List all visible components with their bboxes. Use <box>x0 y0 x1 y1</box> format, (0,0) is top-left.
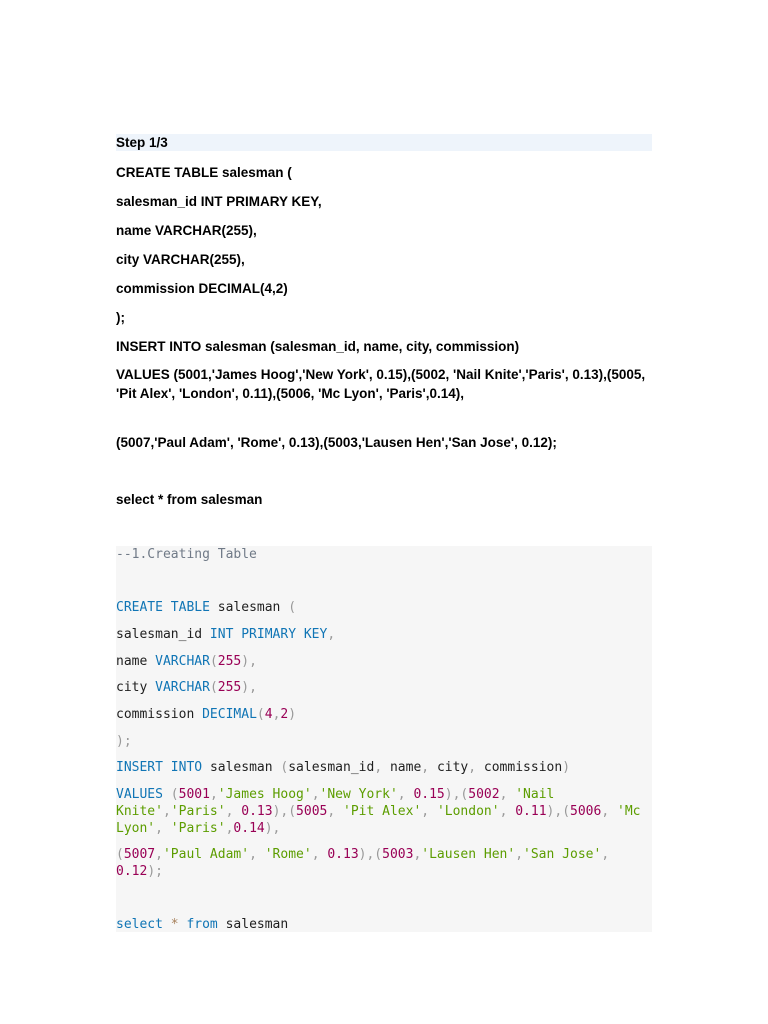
punctuation: , <box>327 627 336 642</box>
punctuation: , <box>162 804 171 819</box>
number: 0.12 <box>116 864 148 879</box>
punctuation: , <box>468 760 477 775</box>
punctuation: ),( <box>546 804 571 819</box>
identifier: commission <box>116 707 195 722</box>
keyword: VARCHAR <box>155 680 210 695</box>
punctuation: , <box>311 847 320 862</box>
keyword: VALUES <box>116 787 163 802</box>
number: 255 <box>217 654 242 669</box>
keyword: KEY <box>303 627 328 642</box>
punctuation: , <box>249 847 257 862</box>
string: 'New York' <box>319 787 398 802</box>
punctuation: ( <box>280 760 289 775</box>
number: 5002 <box>468 787 500 802</box>
string: 'Rome' <box>264 847 312 862</box>
punctuation: ), <box>241 680 257 695</box>
identifier: salesman_id <box>116 627 203 642</box>
keyword: VARCHAR <box>155 654 210 669</box>
punctuation: , <box>421 760 430 775</box>
punctuation: ( <box>288 600 297 615</box>
answer-line: ); <box>116 310 125 325</box>
keyword: select <box>116 917 163 932</box>
keyword: INT <box>209 627 234 642</box>
code-line <box>116 599 646 616</box>
number: 5001 <box>178 787 210 802</box>
string: 'James Hoog' <box>217 787 312 802</box>
keyword: TABLE <box>170 600 210 615</box>
punctuation: , <box>499 787 508 802</box>
number: 0.11 <box>515 804 547 819</box>
punctuation: , <box>209 787 218 802</box>
number: 0.13 <box>327 847 359 862</box>
answer-line: name VARCHAR(255), <box>116 223 257 238</box>
number: 5005 <box>296 804 328 819</box>
identifier: city <box>436 760 469 775</box>
number: 4 <box>264 707 273 722</box>
number: 2 <box>280 707 289 722</box>
code-line <box>116 679 646 696</box>
code-line <box>116 706 646 723</box>
keyword: PRIMARY <box>241 627 297 642</box>
punctuation: ) <box>562 760 571 775</box>
string: 'Paul Adam' <box>162 847 250 862</box>
identifier: salesman <box>217 600 281 615</box>
punctuation: ); <box>147 864 163 879</box>
punctuation: ) <box>288 707 297 722</box>
punctuation: , <box>155 821 163 836</box>
punctuation: ); <box>116 734 132 749</box>
punctuation: , <box>413 847 422 862</box>
code-block <box>116 546 652 932</box>
keyword: INTO <box>170 760 203 775</box>
code-comment <box>116 546 646 563</box>
punctuation: , <box>601 804 610 819</box>
string: 'Pit Alex' <box>343 804 422 819</box>
keyword: DECIMAL <box>202 707 257 722</box>
answer-line: salesman_id INT PRIMARY KEY, <box>116 194 322 209</box>
string: 'Nail Knite' <box>116 787 563 819</box>
answer-line: (5007,'Paul Adam', 'Rome', 0.13),(5003,'Lausen Hen','San Jose', 0.12); <box>116 435 557 450</box>
punctuation: , <box>515 847 524 862</box>
number: 5006 <box>570 804 602 819</box>
number: 5007 <box>123 847 156 862</box>
answer-line: INSERT INTO salesman (salesman_id, name, city, commission) <box>116 339 520 354</box>
identifier: commission <box>483 760 563 775</box>
punctuation: ( <box>116 847 124 862</box>
number: 0.15 <box>413 787 445 802</box>
string: 'Lausen Hen' <box>421 847 516 862</box>
punctuation: , <box>225 804 234 819</box>
code-line <box>116 759 646 776</box>
keyword: CREATE <box>116 600 163 615</box>
string: 'Mc Lyon' <box>116 804 649 836</box>
identifier: city <box>116 680 148 695</box>
number: 0.14 <box>233 821 265 836</box>
punctuation: ), <box>241 654 257 669</box>
punctuation: ( <box>209 654 218 669</box>
code-line <box>116 916 646 933</box>
answer-line: select * from salesman <box>116 492 263 507</box>
string: 'Paris' <box>170 804 226 819</box>
punctuation: , <box>601 847 610 862</box>
punctuation: ),( <box>444 787 469 802</box>
number: 0.13 <box>241 804 273 819</box>
code-line <box>116 626 646 643</box>
answer-line: commission DECIMAL(4,2) <box>116 281 288 296</box>
punctuation: , <box>374 760 383 775</box>
punctuation: ( <box>209 680 218 695</box>
punctuation: , <box>311 787 320 802</box>
number: 255 <box>217 680 242 695</box>
identifier: name <box>116 654 148 669</box>
code-line <box>116 786 649 837</box>
punctuation: ( <box>256 707 265 722</box>
keyword: INSERT <box>116 760 163 775</box>
answer-line: city VARCHAR(255), <box>116 252 245 267</box>
string: 'Paris' <box>170 821 226 836</box>
answer-line: VALUES (5001,'James Hoog','New York', 0.15),(5002, 'Nail Knite','Paris', 0.13),(5005, 'Pit Alex', 'London', 0.11),(5006, 'Mc Lyon', 'Paris',0.14), <box>116 367 649 401</box>
code-line <box>116 653 646 670</box>
code-line <box>116 733 646 750</box>
answer-line: CREATE TABLE salesman ( <box>116 165 292 180</box>
punctuation: ), <box>264 821 281 836</box>
punctuation: , <box>225 821 234 836</box>
punctuation: ),( <box>272 804 297 819</box>
comment-text: --1.Creating Table <box>116 547 257 562</box>
keyword: from <box>186 917 218 932</box>
punctuation: , <box>397 787 406 802</box>
punctuation: , <box>499 804 508 819</box>
punctuation: ( <box>170 787 179 802</box>
step-header: Step 1/3 <box>116 134 652 151</box>
string: 'London' <box>436 804 500 819</box>
identifier: salesman <box>225 917 289 932</box>
string: 'San Jose' <box>523 847 602 862</box>
identifier: name <box>389 760 422 775</box>
punctuation: , <box>272 707 281 722</box>
punctuation: ),( <box>358 847 383 862</box>
punctuation: , <box>327 804 336 819</box>
identifier: salesman <box>209 760 273 775</box>
identifier: salesman_id <box>288 760 375 775</box>
punctuation: , <box>421 804 430 819</box>
code-line <box>116 846 646 880</box>
number: 5003 <box>382 847 414 862</box>
solution-content <box>116 134 652 507</box>
punctuation: , <box>155 847 163 862</box>
operator: * <box>170 917 179 932</box>
